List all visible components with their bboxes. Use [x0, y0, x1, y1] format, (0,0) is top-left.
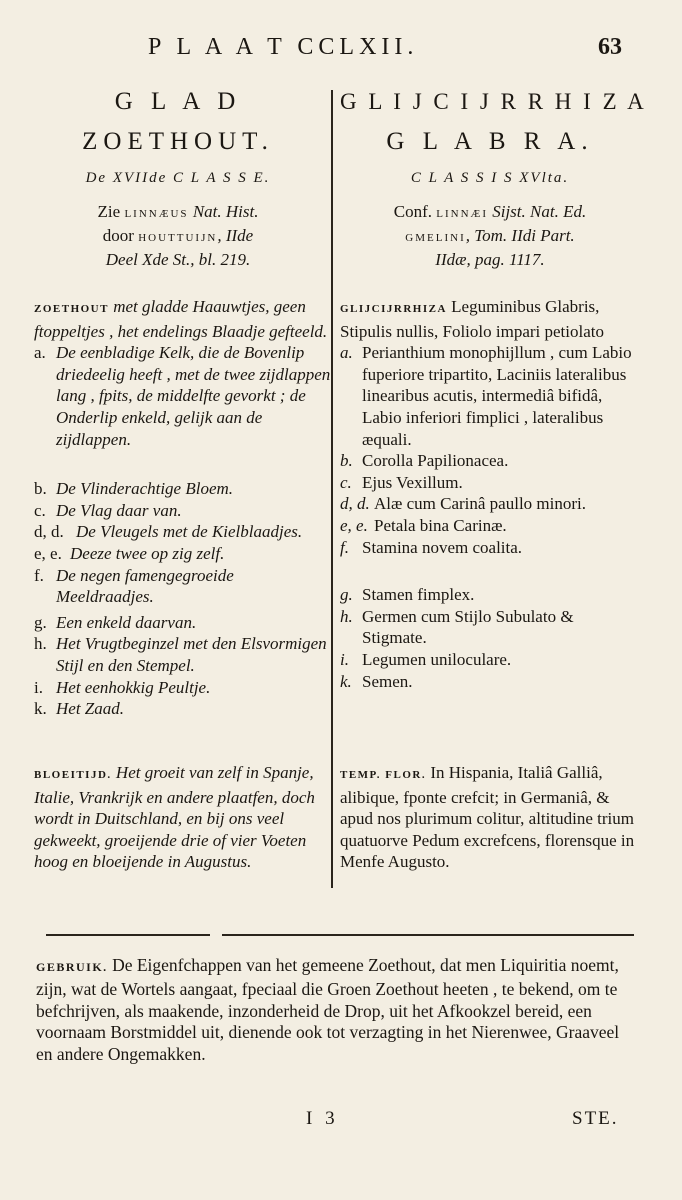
item-label: i. — [34, 677, 43, 697]
item-text: Semen. — [362, 671, 413, 691]
list-item — [34, 521, 332, 543]
right-reference — [340, 201, 640, 271]
right-title-line2: G L A B R A. — [386, 128, 594, 155]
left-class-line — [30, 170, 326, 187]
right-ref-author: LINNÆI — [436, 208, 488, 220]
right-intro — [340, 296, 640, 342]
item-text: De negen famengegroeide Meeldraadjes. — [56, 565, 234, 607]
item-text: Het Zaad. — [56, 699, 124, 719]
item-text: De eenbladige Kelk, die de Bovenlip driedeelig heeft , met de twee zijdlappen lang , fpits, de middelfte gevorkt ; de Onderlip enkeld, gelijk aan de zijdlappen. — [56, 343, 331, 449]
item-text: Stamina novem coalita. — [362, 537, 523, 557]
list-item — [34, 677, 332, 699]
list-item — [340, 450, 640, 472]
item-text: Alæ cum Carinâ paullo minori. — [374, 494, 586, 514]
item-text: Petala bina Carinæ. — [374, 515, 507, 535]
list-item — [340, 537, 640, 559]
item-label: g. — [340, 585, 353, 605]
rule-right — [222, 934, 634, 936]
right-flowering-text: In Hispania, Italiâ Galliâ, alibique, fponte crefcit; in Germaniâ, & apud nos plurimum colitur, altitudine trium quatuorve Pedum excrefcens, florensque in Menfe Augusto. — [340, 763, 635, 872]
page-number: 63 — [598, 34, 622, 60]
left-ref-translator: HOUTTUIJN — [138, 232, 218, 244]
item-text: Ejus Vexillum. — [362, 472, 463, 492]
item-text: Corolla Papilionacea. — [362, 451, 509, 471]
left-heading — [30, 82, 326, 271]
left-flowering-head: BLOEITIJD. — [34, 769, 112, 781]
list-item — [34, 500, 332, 522]
item-label: f. — [340, 537, 349, 557]
catchword: STE. — [572, 1108, 619, 1129]
item-label: h. — [34, 634, 47, 654]
left-title-line2: ZOETHOUT. — [82, 128, 274, 155]
list-item — [340, 606, 640, 649]
list-item — [340, 649, 640, 671]
left-ref-author: LINNÆUS — [124, 208, 189, 220]
left-intro-text: met gladde Haauwtjes, geen ftoppeltjes , het endelings Blaadje gefteeld. — [34, 297, 328, 341]
item-label: a. — [34, 343, 46, 363]
right-ref-part: , Tom. IIdi Part. — [465, 226, 575, 245]
list-item — [34, 612, 332, 634]
list-item — [340, 515, 640, 537]
list-item — [34, 543, 332, 565]
left-ref-volume: Deel Xde St., bl. 219. — [105, 250, 251, 269]
item-label: k. — [34, 699, 47, 719]
right-title-line1: G L I J C I J R R H I Z A — [340, 89, 647, 114]
item-label: k. — [340, 671, 352, 691]
item-label: i. — [340, 649, 349, 669]
list-item — [34, 565, 332, 608]
list-item — [340, 584, 640, 606]
left-ref-part: , IIde — [217, 226, 254, 245]
item-label: d, d. — [340, 494, 370, 514]
left-ref-text2: door — [102, 226, 139, 245]
left-intro — [34, 296, 332, 342]
right-ref-volume: IIdæ, pag. 1117. — [435, 250, 545, 269]
list-item — [34, 478, 332, 500]
item-text: De Vlinderachtige Bloem. — [56, 479, 234, 499]
usage-text: De Eigenfchappen van het gemeene Zoethout, dat men Liquiritia noemt, zijn, wat de Wortels aangaat, fpeciaal die Groen Zoethout heeten , te bekend, om te befchrijven, als maakende, inzonderheid de Drop, uit het Afkookzel bereid, een voornaam Borstmiddel uit, dienende ook tot verzagting in het Nierenwee, Graaveel en andere Ongemakken. — [36, 955, 620, 1065]
item-label: h. — [340, 606, 353, 626]
left-class-word: C L A S S E. — [173, 170, 271, 186]
item-label: b. — [34, 479, 47, 499]
list-item — [340, 671, 640, 693]
item-text: Het eenhokkig Peultje. — [56, 677, 211, 697]
rule-left — [46, 934, 210, 936]
item-label: f. — [34, 565, 44, 585]
signature-mark: I 3 — [306, 1108, 339, 1129]
right-intro-head: GLIJCIJRRHIZA — [340, 303, 447, 315]
left-flowering-text: Het groeit van zelf in Spanje, Italie, Vrankrijk en andere plaatfen, doch wordt in Duitschland, en bij ons veel gekweekt, groeijende drie of vier Voeten hoog en bloeijende in Augustus. — [34, 763, 315, 872]
item-text: Het Vrugtbeginzel met den Elsvormigen Stijl en den Stempel. — [56, 634, 327, 675]
right-ref-editor: GMELINI — [405, 232, 466, 244]
left-ref-text: Zie — [97, 202, 125, 221]
list-item — [34, 698, 332, 720]
right-ref-work: Sijst. Nat. Ed. — [487, 202, 587, 221]
right-ref-text: Conf. — [393, 202, 437, 221]
right-flowering-head: TEMP. FLOR. — [340, 769, 427, 781]
left-reference — [30, 201, 326, 271]
usage-paragraph — [36, 955, 636, 1066]
item-label: e, e. — [340, 515, 368, 535]
item-label: c. — [340, 472, 352, 492]
left-title-line1: G L A D — [114, 88, 242, 115]
plate-title: P L A A T CCLXII. — [148, 34, 419, 60]
item-text: Perianthium monophijllum , cum Labio fuperiore tripartito, Laciniis lateralibus linearibus acutis, intermediâ bifidâ, Labio inferiori fimplici , lateralibus æquali. — [362, 343, 632, 449]
list-item — [340, 493, 640, 515]
right-flowering — [340, 762, 640, 873]
list-item — [34, 342, 332, 450]
list-item — [34, 633, 332, 676]
list-item — [340, 472, 640, 494]
left-flowering — [34, 762, 330, 873]
item-label: b. — [340, 451, 353, 471]
left-ref-work: Nat. Hist. — [188, 202, 259, 221]
list-item — [340, 342, 640, 450]
right-description — [340, 296, 640, 692]
item-label: a. — [340, 343, 353, 363]
item-label: c. — [34, 500, 46, 520]
item-label: d, d. — [34, 522, 64, 542]
item-label: g. — [34, 612, 47, 632]
item-text: De Vleugels met de Kielblaadjes. — [76, 522, 303, 542]
right-class-line: C L A S S I S XVlta. — [410, 170, 570, 186]
right-heading — [340, 82, 647, 271]
running-header — [0, 30, 682, 70]
usage-head: GEBRUIK. — [36, 960, 108, 974]
left-intro-head: ZOETHOUT — [34, 303, 109, 315]
item-text: De Vlag daar van. — [56, 500, 182, 520]
left-class-prefix: De XVIIde — [85, 170, 168, 186]
item-text: Deeze twee op zig zelf. — [70, 543, 225, 563]
left-description — [34, 296, 332, 720]
right-intro-text: Leguminibus Glabris, Stipulis nullis, Foliolo impari petiolato — [340, 297, 604, 341]
item-label: e, e. — [34, 543, 62, 563]
item-text: Germen cum Stijlo Subulato & Stigmate. — [362, 606, 574, 648]
item-text: Legumen uniloculare. — [362, 649, 512, 669]
item-text: Stamen fimplex. — [362, 585, 475, 605]
item-text: Een enkeld daarvan. — [56, 612, 197, 632]
